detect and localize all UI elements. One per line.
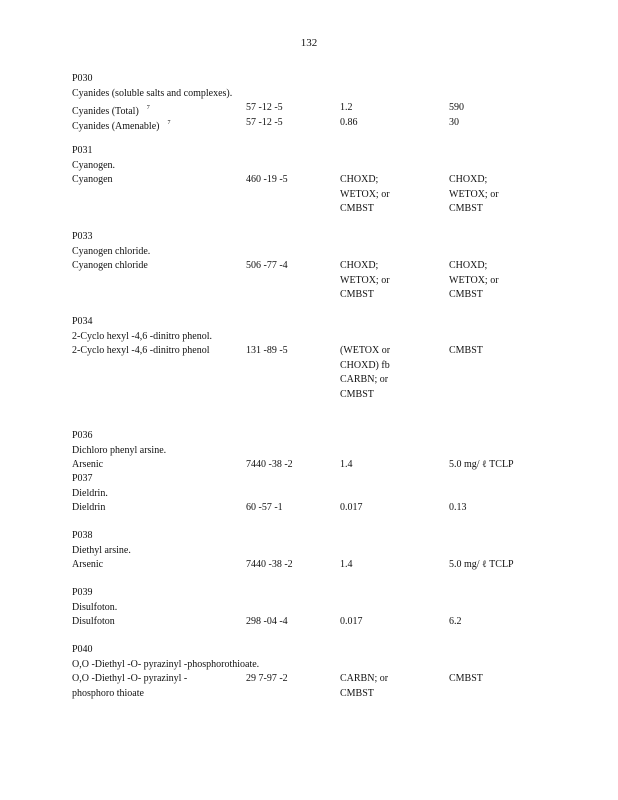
waste-description: O,O -Diethyl -O- pyrazinyl -phosphorothioate. xyxy=(72,658,260,670)
waste-description: 2-Cyclo hexyl -4,6 -dinitro phenol. xyxy=(72,330,212,342)
section-p033 xyxy=(72,230,572,303)
constituent-name: Cyanogen chloride xyxy=(72,260,148,271)
constituent-name: 2-Cyclo hexyl -4,6 -dinitro phenol xyxy=(72,345,210,356)
wastewater-standard: CARBN; or xyxy=(340,374,389,385)
section-p030 xyxy=(72,72,572,130)
waste-code: P038 xyxy=(72,530,93,541)
constituent-name: Arsenic xyxy=(72,559,104,570)
waste-code: P036 xyxy=(72,430,93,441)
nonwastewater-standard: 0.13 xyxy=(449,502,467,513)
constituent-name: O,O -Diethyl -O- pyrazinyl - xyxy=(72,673,188,684)
nonwastewater-standard: 6.2 xyxy=(449,616,462,627)
waste-code: P031 xyxy=(72,145,93,156)
constituent-name: Cyanides (Amenable) $^7$ xyxy=(72,119,171,132)
nonwastewater-standard: CMBST xyxy=(449,345,483,356)
nonwastewater-standard: 5.0 mg/ ℓ TCLP xyxy=(449,559,514,570)
waste-description: Cyanogen. xyxy=(72,159,116,171)
wastewater-standard: 0.86 xyxy=(340,116,358,128)
waste-description: Dieldrin. xyxy=(72,487,108,499)
section-p039 xyxy=(72,586,572,630)
wastewater-standard: CMBST xyxy=(340,687,374,699)
section-p040 xyxy=(72,643,572,701)
section-p034 xyxy=(72,315,572,402)
nonwastewater-standard: 5.0 mg/ ℓ TCLP xyxy=(449,459,514,470)
wastewater-standard: CMBST xyxy=(340,289,374,300)
nonwastewater-standard: 30 xyxy=(449,116,459,128)
cas-number: 506 -77 -4 xyxy=(246,260,288,271)
constituent-name: Arsenic xyxy=(72,459,104,470)
constituent-name: Cyanides (Total) $^7$ xyxy=(72,105,150,117)
cas-number: 29 7-97 -2 xyxy=(246,673,288,684)
footnote-ref: 7 xyxy=(146,105,150,111)
cas-number: 460 -19 -5 xyxy=(246,174,288,185)
wastewater-standard: CMBST xyxy=(340,203,374,214)
waste-description: Diethyl arsine. xyxy=(72,544,131,556)
wastewater-standard: 1.4 xyxy=(340,559,353,570)
wastewater-standard: CHOXD) fb xyxy=(340,359,390,371)
nonwastewater-standard: CMBST xyxy=(449,203,483,214)
cas-number: 60 -57 -1 xyxy=(246,502,283,513)
nonwastewater-standard: CHOXD; xyxy=(449,174,488,185)
waste-code: P030 xyxy=(72,73,93,84)
wastewater-standard: CMBST xyxy=(340,388,374,400)
section-p038 xyxy=(72,529,572,573)
waste-code: P039 xyxy=(72,587,93,598)
wastewater-standard: WETOX; or xyxy=(340,188,390,200)
nonwastewater-standard: CMBST xyxy=(449,673,483,684)
nonwastewater-standard: 590 xyxy=(449,102,464,113)
constituent-name: Cyanogen xyxy=(72,174,113,185)
nonwastewater-standard: CMBST xyxy=(449,289,483,300)
page-number: 132 xyxy=(300,37,318,49)
footnote-ref: 7 xyxy=(167,119,171,126)
cas-number: 131 -89 -5 xyxy=(246,345,288,356)
nonwastewater-standard: CHOXD; xyxy=(449,260,488,271)
waste-description: Cyanogen chloride. xyxy=(72,245,151,257)
constituent-name: Disulfoton xyxy=(72,616,115,627)
nonwastewater-standard: WETOX; or xyxy=(449,188,499,200)
wastewater-standard: WETOX; or xyxy=(340,274,390,286)
waste-description: Cyanides (soluble salts and complexes). xyxy=(72,87,233,99)
wastewater-standard: 1.2 xyxy=(340,102,353,113)
cas-number: 7440 -38 -2 xyxy=(246,459,293,470)
cas-number: 57 -12 -5 xyxy=(246,102,283,113)
cas-number: 7440 -38 -2 xyxy=(246,559,293,570)
waste-description: Dichloro phenyl arsine. xyxy=(72,444,167,456)
cas-number: 298 -04 -4 xyxy=(246,616,288,627)
section-p037 xyxy=(72,472,572,516)
constituent-name-continued: phosphoro thioate xyxy=(72,687,144,699)
nonwastewater-standard: WETOX; or xyxy=(449,274,499,286)
wastewater-standard: CHOXD; xyxy=(340,260,379,271)
waste-code: P034 xyxy=(72,316,93,327)
waste-code: P040 xyxy=(72,644,93,655)
waste-description: Disulfoton. xyxy=(72,601,118,613)
waste-code: P037 xyxy=(72,473,93,484)
constituent-name: Dieldrin xyxy=(72,502,106,513)
waste-code: P033 xyxy=(72,231,93,242)
wastewater-standard: CARBN; or xyxy=(340,673,389,684)
cas-number: 57 -12 -5 xyxy=(246,116,283,128)
wastewater-standard: 0.017 xyxy=(340,502,363,513)
wastewater-standard: (WETOX or xyxy=(340,345,391,356)
wastewater-standard: 1.4 xyxy=(340,459,353,470)
wastewater-standard: CHOXD; xyxy=(340,174,379,185)
wastewater-standard: 0.017 xyxy=(340,616,363,627)
section-p036 xyxy=(72,429,572,473)
section-p031 xyxy=(72,144,572,217)
